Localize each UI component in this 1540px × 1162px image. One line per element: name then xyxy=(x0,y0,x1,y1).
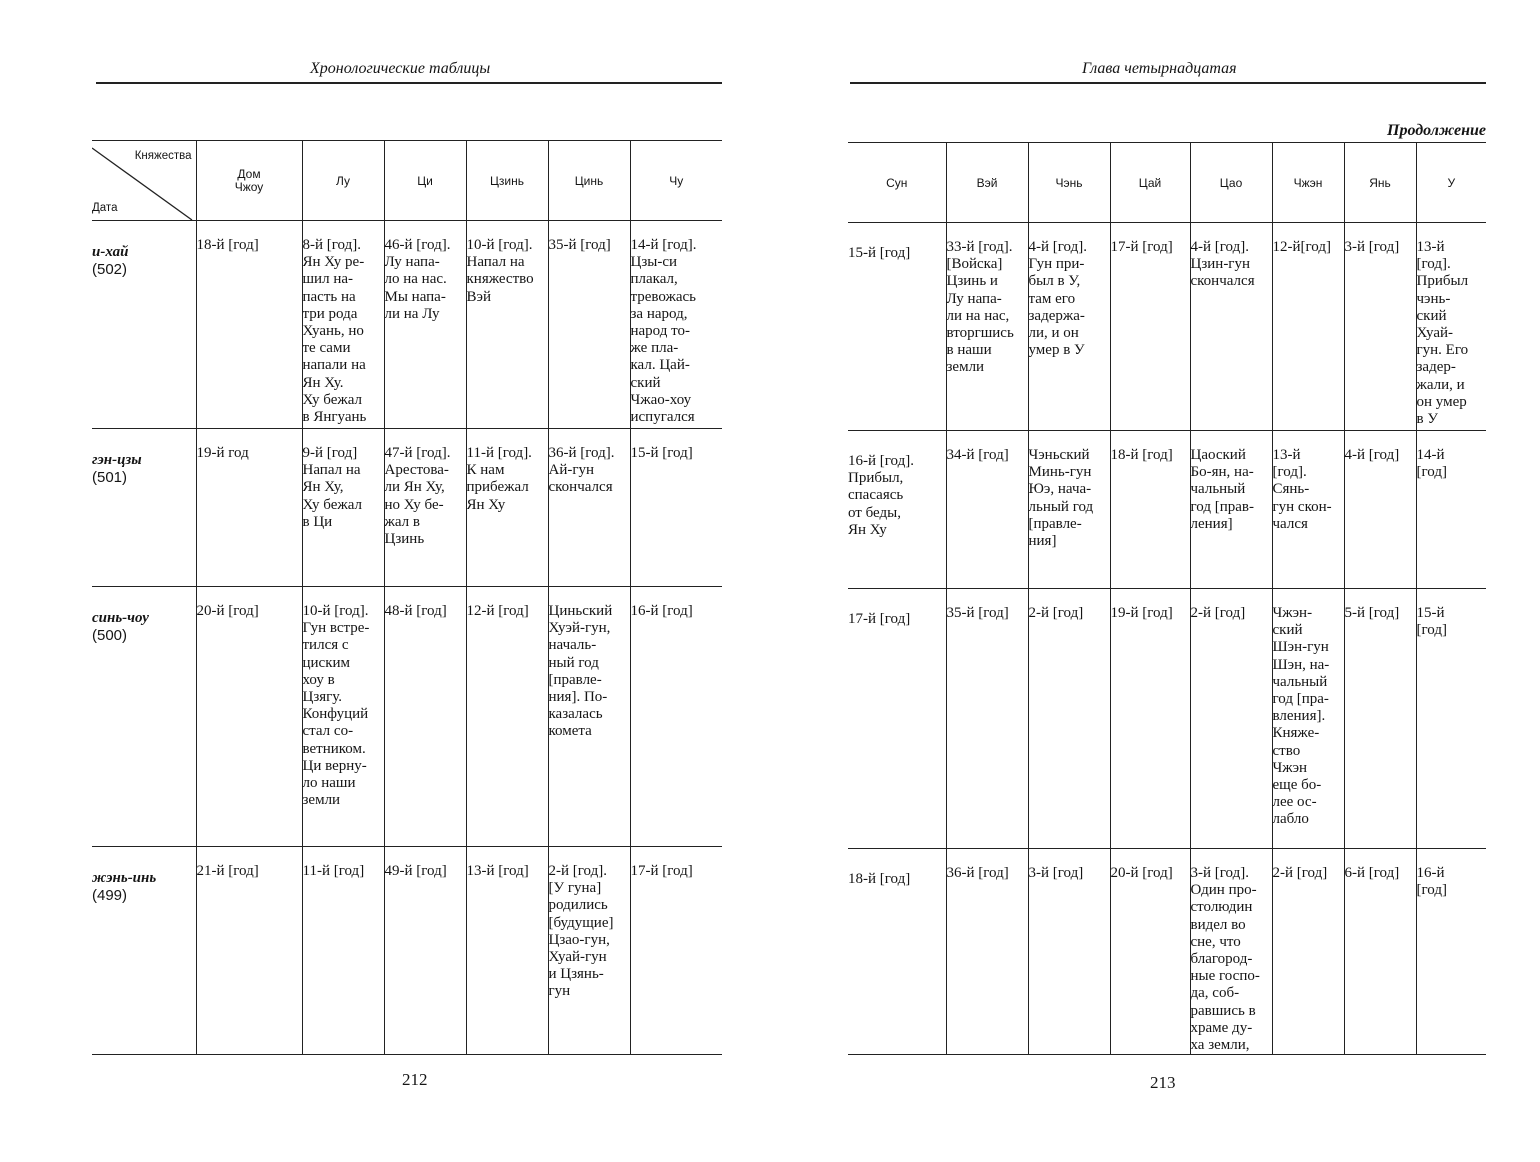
table-cell: 20-й [год] xyxy=(1110,849,1190,1055)
chronology-table xyxy=(92,140,722,1055)
running-head: Глава четырнадцатая xyxy=(1082,60,1237,77)
table-row xyxy=(92,221,722,429)
table-cell: 46-й [год]. Лу напа- ло на нас. Мы напа- ли на Лу xyxy=(384,221,466,429)
column-header-chu: Чу xyxy=(630,141,722,221)
table-cell: 13-й [год]. Прибыл чэнь- ский Хуай- гун. Его задер- жали, и он умер в У xyxy=(1416,223,1486,431)
date-year: (501) xyxy=(92,469,128,486)
column-header-wu: У xyxy=(1416,143,1486,223)
column-header-yan: Янь xyxy=(1344,143,1416,223)
table-cell: 2-й [год] xyxy=(1272,849,1344,1055)
table-cell: 19-й [год] xyxy=(1110,589,1190,849)
column-header-jin: Цзинь xyxy=(466,141,548,221)
table-cell: 14-й [год]. Цзы-си плакал, тревожась за народ, народ то- же пла- кал. Цай- ский Чжао-хоу испугался xyxy=(630,221,722,429)
table-cell: 49-й [год] xyxy=(384,847,466,1055)
header-rule xyxy=(850,82,1486,84)
column-header-chen: Чэнь xyxy=(1028,143,1110,223)
corner-label-date: Дата xyxy=(92,201,118,214)
table-row xyxy=(92,847,722,1055)
right-page xyxy=(770,0,1540,1162)
table-row xyxy=(848,223,1486,431)
table-cell: 13-й [год]. Сянь- гун скон- чался xyxy=(1272,431,1344,589)
cyclical-date: и-хай xyxy=(92,244,129,260)
table-header-row xyxy=(848,143,1486,223)
table-cell: 18-й [год] xyxy=(848,849,946,1055)
column-header-qin: Цинь xyxy=(548,141,630,221)
chronology-table-continued xyxy=(848,142,1486,1055)
column-header-qi: Ци xyxy=(384,141,466,221)
table-cell: 9-й [год] Напал на Ян Ху, Ху бежал в Ци xyxy=(302,429,384,587)
table-cell: Чэньский Минь-гун Юэ, нача- льный год [правле- ния] xyxy=(1028,431,1110,589)
table-header-row xyxy=(92,141,722,221)
table-cell: 15-й [год] xyxy=(1416,589,1486,849)
date-cell xyxy=(92,847,196,1055)
table-cell: 47-й [год]. Арестова- ли Ян Ху, но Ху бе- жал в Цзинь xyxy=(384,429,466,587)
table-row xyxy=(92,587,722,847)
page-number: 213 xyxy=(1150,1073,1176,1092)
table-cell: 10-й [год]. Напал на княжество Вэй xyxy=(466,221,548,429)
table-cell: 4-й [год]. Гун при- был в У, там его задержа- ли, и он умер в У xyxy=(1028,223,1110,431)
table-cell: 20-й [год] xyxy=(196,587,302,847)
table-cell: 16-й [год]. Прибыл, спасаясь от беды, Ян Ху xyxy=(848,431,946,589)
corner-header-cell xyxy=(92,141,196,221)
corner-label-principalities: Княжества xyxy=(134,149,192,162)
table-cell: 2-й [год] xyxy=(1190,589,1272,849)
table-cell: Цаоский Бо-ян, на- чальный год [прав- ления] xyxy=(1190,431,1272,589)
table-cell: 17-й [год] xyxy=(1110,223,1190,431)
table-cell: 21-й [год] xyxy=(196,847,302,1055)
table-cell: 5-й [год] xyxy=(1344,589,1416,849)
table-cell: 3-й [год] xyxy=(1028,849,1110,1055)
table-cell: 2-й [год]. [У гуна] родились [будущие] Цзао-гун, Хуай-гун и Цзянь- гун xyxy=(548,847,630,1055)
column-header-lu: Лу xyxy=(302,141,384,221)
date-year: (499) xyxy=(92,887,128,904)
table-row xyxy=(92,429,722,587)
table-cell: 36-й [год] xyxy=(946,849,1028,1055)
table-cell: 10-й [год]. Гун встре- тился с циским хоу в Цзягу. Конфуций стал со- ветником. Ци верну- ло наши земли xyxy=(302,587,384,847)
table-cell: 35-й [год] xyxy=(548,221,630,429)
cyclical-date: гэн-цзы xyxy=(92,452,142,468)
cyclical-date: жэнь-инь xyxy=(92,870,157,886)
table-cell: 17-й [год] xyxy=(848,589,946,849)
table-cell: 48-й [год] xyxy=(384,587,466,847)
column-header-wei: Вэй xyxy=(946,143,1028,223)
cyclical-date: синь-чоу xyxy=(92,610,149,626)
date-year: (500) xyxy=(92,627,128,644)
table-cell: 11-й [год] xyxy=(302,847,384,1055)
page-number: 212 xyxy=(402,1070,428,1089)
column-header-cao: Цао xyxy=(1190,143,1272,223)
table-row xyxy=(848,589,1486,849)
table-cell: 19-й год xyxy=(196,429,302,587)
table-cell: Чжэн- ский Шэн-гун Шэн, на- чальный год [пра- вления]. Княже- ство Чжэн еще бо- лее ос- лабло xyxy=(1272,589,1344,849)
table-cell: 3-й [год] xyxy=(1344,223,1416,431)
table-cell: 34-й [год] xyxy=(946,431,1028,589)
table-cell: 16-й [год] xyxy=(630,587,722,847)
table-row xyxy=(848,849,1486,1055)
table-cell: 36-й [год]. Ай-гун скончался xyxy=(548,429,630,587)
column-header-song: Сун xyxy=(848,143,946,223)
table-cell: 18-й [год] xyxy=(1110,431,1190,589)
date-cell xyxy=(92,587,196,847)
table-cell: 14-й [год] xyxy=(1416,431,1486,589)
table-cell: 35-й [год] xyxy=(946,589,1028,849)
header-rule xyxy=(96,82,722,84)
table-cell: 15-й [год] xyxy=(848,223,946,431)
table-cell: 4-й [год] xyxy=(1344,431,1416,589)
column-header-zheng: Чжэн xyxy=(1272,143,1344,223)
table-cell: 2-й [год] xyxy=(1028,589,1110,849)
table-cell: 18-й [год] xyxy=(196,221,302,429)
table-cell: 3-й [год]. Один про- столюдин видел во сне, что благород- ные госпо- да, соб- равшись в храме ду- ха земли, xyxy=(1190,849,1272,1055)
table-cell: 12-й [год] xyxy=(466,587,548,847)
column-header-cai: Цай xyxy=(1110,143,1190,223)
table-cell: 8-й [год]. Ян Ху ре- шил на- пасть на три рода Хуань, но те сами напали на Ян Ху. Ху бежал в Янгуань xyxy=(302,221,384,429)
table-row xyxy=(848,431,1486,589)
running-head: Хронологические таблицы xyxy=(310,60,491,77)
table-cell: Циньский Хуэй-гун, началь- ный год [правле- ния]. По- казалась комета xyxy=(548,587,630,847)
table-cell: 13-й [год] xyxy=(466,847,548,1055)
table-cell: 15-й [год] xyxy=(630,429,722,587)
date-cell xyxy=(92,221,196,429)
table-cell: 17-й [год] xyxy=(630,847,722,1055)
date-cell xyxy=(92,429,196,587)
table-cell: 16-й [год] xyxy=(1416,849,1486,1055)
table-cell: 33-й [год]. [Войска] Цзинь и Лу напа- ли на нас, вторгшись в наши земли xyxy=(946,223,1028,431)
continuation-label: Продолжение xyxy=(1387,122,1486,139)
date-year: (502) xyxy=(92,261,128,278)
table-cell: 6-й [год] xyxy=(1344,849,1416,1055)
table-cell: 12-й[год] xyxy=(1272,223,1344,431)
table-cell: 4-й [год]. Цзин-гун скончался xyxy=(1190,223,1272,431)
column-header-zhou: Дом Чжоу xyxy=(196,141,302,221)
table-cell: 11-й [год]. К нам прибежал Ян Ху xyxy=(466,429,548,587)
